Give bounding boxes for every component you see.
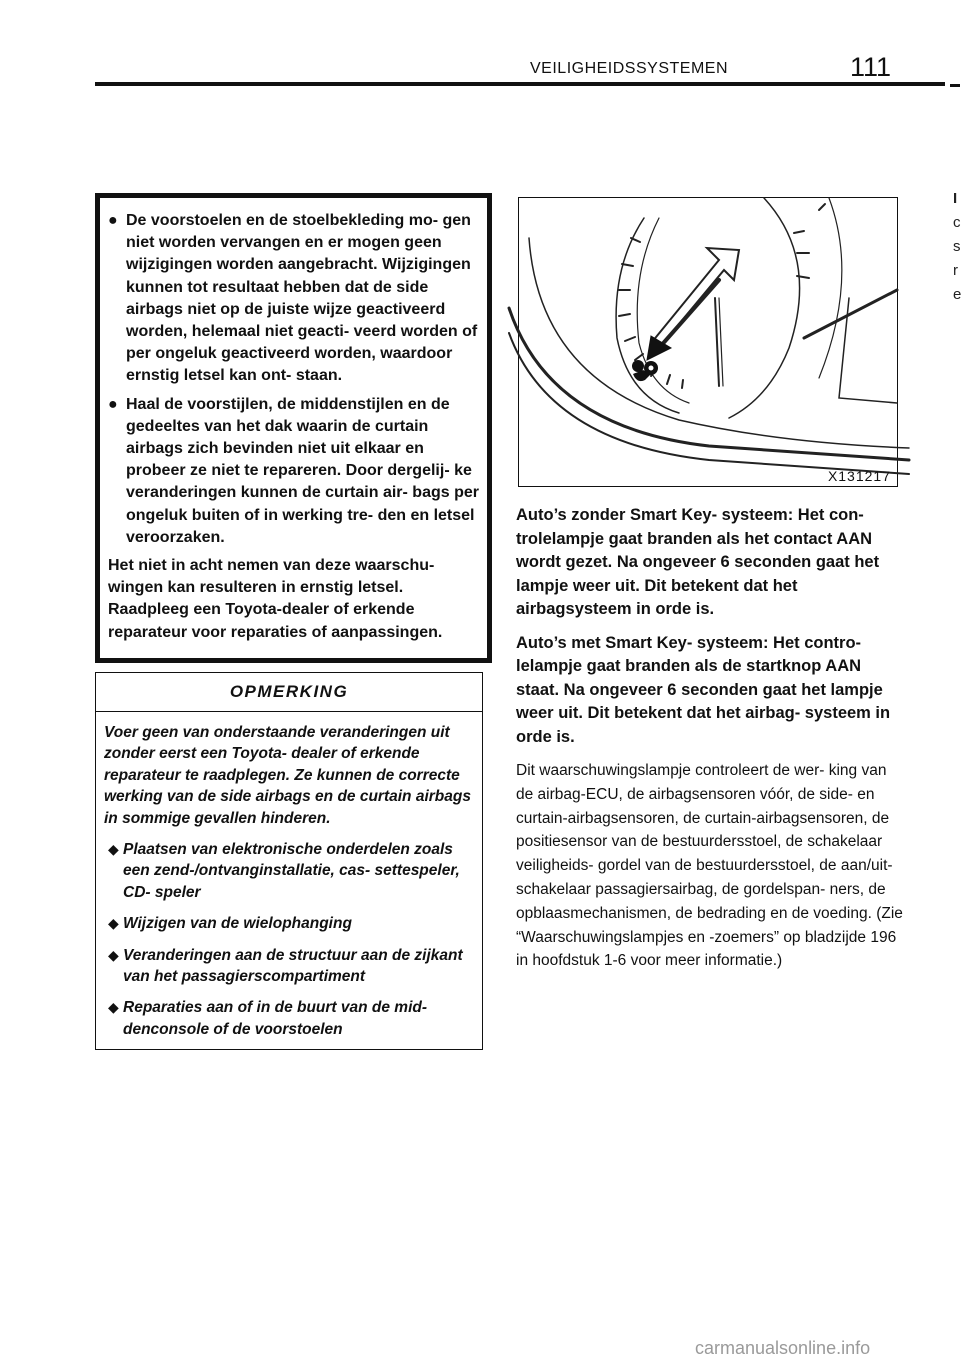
diamond-bullet-icon: ◆ <box>108 946 119 963</box>
bullet-dot-icon: ● <box>108 212 118 229</box>
warning-item <box>108 394 482 549</box>
note-item <box>104 839 474 903</box>
note-body <box>96 712 482 1040</box>
warning-item-text: De voorstoelen en de stoelbekleding mo- gen niet worden vervangen en er mogen geen wijzigingen worden aangebracht. Wijzigingen kunnen tot resultaat hebben dat de side airbags niet op de juiste wijze geactiveerd worden, helemaal niet geacti- veerd worden of per ongeluk geactiveerd worden, waardoor ernstig letsel kan ont- staan. <box>126 212 478 385</box>
watermark: carmanualsonline.info <box>695 1338 871 1358</box>
instrument-cluster-illustration <box>519 198 897 486</box>
section-title: VEILIGHEIDSSYSTEMEN <box>530 60 728 77</box>
diamond-bullet-icon: ◆ <box>108 841 119 858</box>
warning-closing-text: Het niet in acht nemen van deze waarschu- wingen kan resulteren in ernstig letsel. Raadpleeg een Toyota‑dealer of erkende reparateur voor reparaties of aanpassingen. <box>108 557 443 641</box>
diamond-bullet-icon: ◆ <box>108 999 119 1016</box>
header-rule-tail <box>950 84 960 87</box>
note-item-text: Reparaties aan of in de buurt van de mid- denconsole of de voorstoelen <box>123 999 428 1038</box>
bullet-dot-icon: ● <box>108 395 118 413</box>
figure-code: X131217 <box>827 468 891 484</box>
edge-letter: c <box>953 214 961 231</box>
note-item-text: Plaatsen van elektronische onderdelen zoals een zend‑/ontvanginstallatie, cas- settespeler, CD‑ speler <box>123 841 460 901</box>
warning-box <box>95 193 492 663</box>
instrument-cluster-figure <box>518 197 898 487</box>
edge-letter: I <box>953 190 958 207</box>
paragraph-warning-lamp-info: Dit waarschuwingslampje controleert de wer- king van de airbag‑ECU, de airbagsensoren vóór, de side‑ en curtain‑airbagsensoren, de curtain‑airbagsensoren, de positiesensor van de bestuurdersstoel, de schakelaar veiligheids- gordel van de bestuurdersstoel, de aan/uit‑ schakelaar passagiersairbag, de gordelspan- ners, de opblaasmechanismen, de bedrading en de voeding. (Zie “Waarschuwingslampjes en ‑zoemers” op bladzijde 196 in hoofdstuk 1‑6 voor meer informatie.) <box>516 762 903 970</box>
warning-item <box>108 210 482 388</box>
diamond-bullet-icon: ◆ <box>108 915 119 932</box>
note-item <box>104 945 474 988</box>
note-intro: Voer geen van onderstaande veranderingen uit zonder eerst een Toyota‑ dealer of erkende reparateur te raadplegen. Ze kunnen de correcte werking van de side airbags en de curtain airbags in sommige gevallen hinderen. <box>104 724 471 827</box>
note-box <box>95 672 483 1050</box>
header-rule <box>95 82 945 86</box>
page-number: 111 <box>850 52 892 82</box>
note-heading: OPMERKING <box>96 673 482 712</box>
note-item <box>104 997 474 1040</box>
edge-letter: s <box>953 238 961 255</box>
note-item-text: Wijzigen van de wielophanging <box>123 915 352 933</box>
note-item-text: Veranderingen aan de structuur aan de zijkant van het passagierscompartiment <box>123 946 463 986</box>
paragraph-no-smart-key: Auto’s zonder Smart Key‑ systeem: Het con- trolelampje gaat branden als het contact AAN wordt gezet. Na ongeveer 6 seconden gaat het lampje weer uit. Dit betekent dat het airbagsysteem in orde is. <box>516 506 880 618</box>
paragraph-smart-key: Auto’s met Smart Key‑ systeem: Het contro- lelampje gaat branden als de startknop AAN staat. Na ongeveer 6 seconden gaat het lampje weer uit. Dit betekent dat het airbag- systeem in orde is. <box>516 633 891 746</box>
warning-item-text: Haal de voorstijlen, de middenstijlen en de gedeeltes van het dak waarin de curtain airbags zich bevinden niet uit elkaar en probeer ze niet te repareren. Door dergelij- ke veranderingen kunnen de curtain air- bags per ongeluk buiten of in werking tre- den en letsel veroorzaken. <box>126 395 479 546</box>
edge-letter: e <box>953 286 961 303</box>
right-column <box>516 504 906 973</box>
edge-letter: r <box>953 262 958 279</box>
note-item <box>104 913 474 934</box>
